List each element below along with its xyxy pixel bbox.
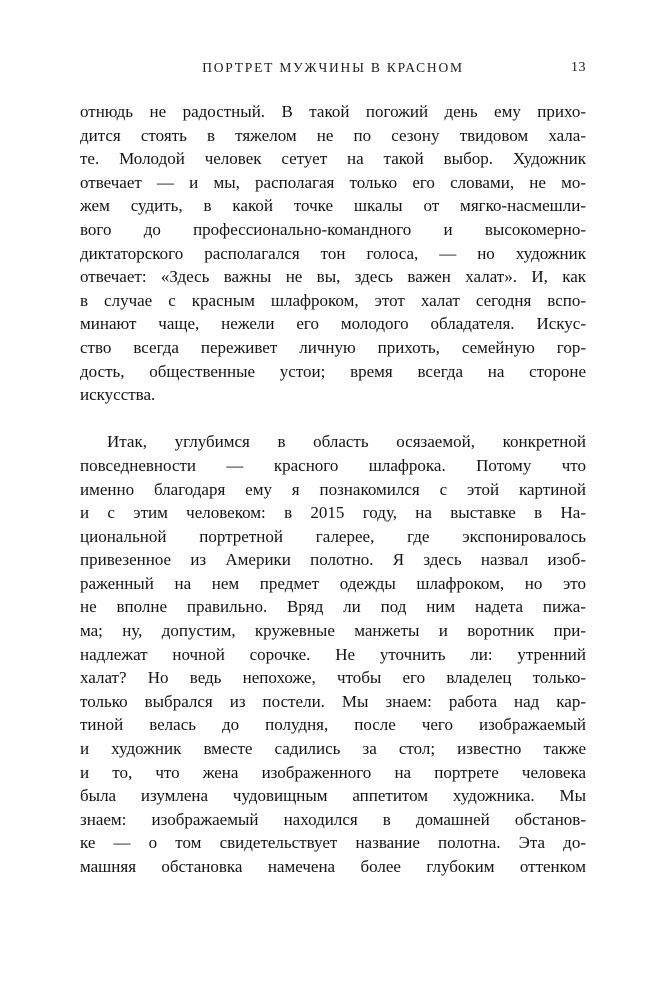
paragraph: [80, 430, 586, 878]
text-line: знаем: изображаемый находился в домашней обстанов-: [80, 809, 586, 829]
text-line: отвечает — и мы, располагая только его словами, не мо-: [80, 172, 586, 192]
text-line: диктаторского располагался тон голоса, — но художник: [80, 243, 586, 263]
text-line: искусства.: [80, 385, 156, 405]
text-line: тиной велась до полудня, после чего изображаемый: [80, 715, 586, 735]
text-line: была изумлена чудовищным аппетитом художника. Мы: [80, 786, 586, 806]
text-line: и художник вместе садились за стол; известно также: [80, 739, 586, 759]
text-line: жем судить, в какой точке шкалы от мягко-насмешли-: [80, 196, 586, 216]
text-line: повседневности — красного шлафрока. Потому что: [80, 455, 586, 475]
text-line: отвечает: «Здесь важны не вы, здесь важен халат». И, как: [80, 267, 586, 287]
text-line: и то, что жена изображенного на портрете человека: [80, 762, 586, 782]
text-line: дится стоять в тяжелом не по сезону твидовом хала-: [80, 125, 586, 145]
chapter-title: ПОРТРЕТ МУЖЧИНЫ В КРАСНОМ: [202, 60, 464, 75]
text-line: отнюдь не радостный. В такой погожий день ему прихо-: [80, 102, 586, 121]
text-line: раженный на нем предмет одежды шлафроком, но это: [80, 573, 586, 593]
text-line: надлежат ночной сорочке. Не уточнить ли: утренний: [80, 644, 586, 664]
text-line: привезенное из Америки полотно. Я здесь назвал изоб-: [80, 550, 586, 570]
text-line: циональной портретной галерее, где экспонировалось: [80, 526, 586, 546]
text-line: дость, общественные устои; время всегда на стороне: [80, 361, 586, 381]
text-line: не вполне правильно. Вряд ли под ним надета пижа-: [80, 597, 586, 617]
text-line: минают чаще, нежели его молодого обладателя. Искус-: [80, 314, 586, 334]
paragraph: [80, 100, 586, 407]
body-text: [80, 100, 586, 879]
text-line: халат? Но ведь непохоже, чтобы его владелец только-: [80, 668, 586, 688]
page-number: 13: [571, 60, 586, 75]
text-line: и с этим человеком: в 2015 году, на выставке в На-: [80, 503, 586, 523]
text-line: только выбрался из постели. Мы знаем: работа над кар-: [80, 691, 586, 711]
text-line: ство всегда переживет личную прихоть, семейную гор-: [80, 337, 586, 357]
running-head: [80, 60, 586, 76]
text-line: вого до профессионально-командного и высокомерно-: [80, 219, 586, 239]
text-line: Итак, углубимся в область осязаемой, конкретной: [107, 432, 586, 452]
text-line: ма; ну, допустим, кружевные манжеты и воротник при-: [80, 621, 586, 641]
text-line: в случае с красным шлафроком, этот халат сегодня вспо-: [80, 290, 586, 310]
text-line: машняя обстановка намечена более глубоким оттенком: [80, 857, 586, 876]
text-line: ке — о том свидетельствует название полотна. Эта до-: [80, 833, 586, 853]
text-line: именно благодаря ему я познакомился с этой картиной: [80, 479, 586, 499]
text-line: те. Молодой человек сетует на такой выбор. Художник: [80, 149, 586, 169]
